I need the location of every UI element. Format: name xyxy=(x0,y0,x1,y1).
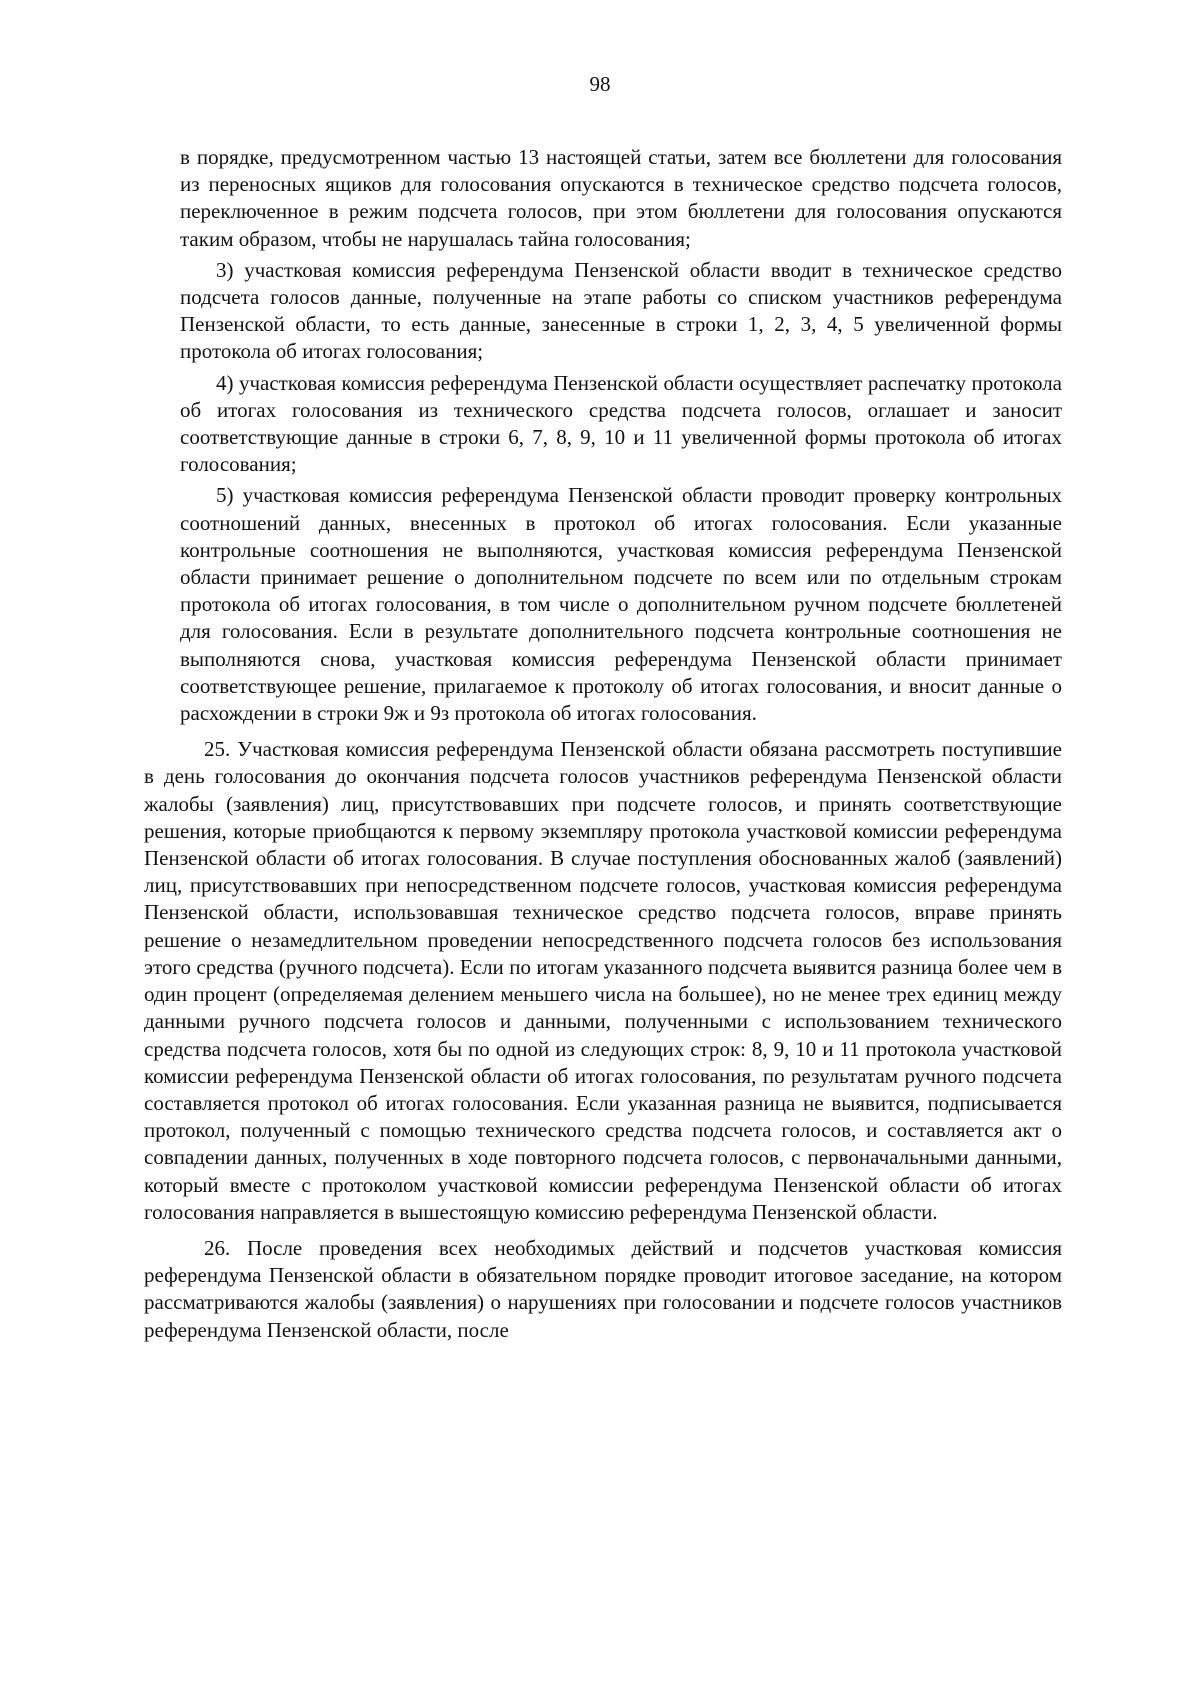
subitem-block xyxy=(180,144,1062,727)
paragraph-item-3: 3) участковая комиссия референдума Пензенской области вводит в техническое средство подсчета голосов данные, полученные на этапе работы со списком участников референдума Пензенской области, то есть данные, занесенные в строки 1, 2, 3, 4, 5 увеличенной формы протокола об итогах голосования; xyxy=(180,257,1062,364)
paragraph-continuation: в порядке, предусмотренном частью 13 настоящей статьи, затем все бюллетени для голосования из переносных ящиков для голосования опускаются в техническое средство подсчета голосов, переключенное в режим подсчета голосов, при этом бюллетени для голосования опускаются таким образом, чтобы не нарушалась тайна голосования; xyxy=(180,145,1062,251)
page-number: 98 xyxy=(589,72,611,96)
paragraph-item-5: 5) участковая комиссия референдума Пензенской области проводит проверку контрольных соотношений данных, внесенных в протокол об итогах голосования. Если указанные контрольные соотношения не выполняются, участковая комиссия референдума Пензенской области принимает решение о дополнительном подсчете по всем или по отдельным строкам протокола об итогах голосования, в том числе о дополнительном ручном подсчете бюллетеней для голосования. Если в результате дополнительного подсчета контрольные соотношения не выполняются снова, участковая комиссия референдума Пензенской области принимает соответствующее решение, прилагаемое к протоколу об итогах голосования, и вносит данные о расхождении в строки 9ж и 9з протокола об итогах голосования. xyxy=(180,483,1062,726)
document-body xyxy=(144,144,1062,1344)
paragraph-item-4: 4) участковая комиссия референдума Пензенской области осуществляет распечатку протокола об итогах голосования из технического средства подсчета голосов, оглашает и заносит соответствующие данные в строки 6, 7, 8, 9, 10 и 11 увеличенной формы протокола об итогах голосования; xyxy=(180,370,1062,477)
paragraph-part-26: 26. После проведения всех необходимых действий и подсчетов участковая комиссия референдума Пензенской области в обязательном порядке проводит итоговое заседание, на котором рассматриваются жалобы (заявления) о нарушениях при голосовании и подсчете голосов участников референдума Пензенской области, после xyxy=(144,1235,1062,1342)
paragraph-part-25: 25. Участковая комиссия референдума Пензенской области обязана рассмотреть поступившие в день голосования до окончания подсчета голосов участников референдума Пензенской области жалобы (заявления) лиц, присутствовавших при подсчете голосов, и принять соответствующие решения, которые приобщаются к первому экземпляру протокола участковой комиссии референдума Пензенской области об итогах голосования. В случае поступления обоснованных жалоб (заявлений) лиц, присутствовавших при непосредственном подсчете голосов, участковая комиссия референдума Пензенской области, использовавшая техническое средство подсчета голосов, вправе принять решение о незамедлительном проведении непосредственного подсчета голосов без использования этого средства (ручного подсчета). Если по итогам указанного подсчета выявится разница более чем в один процент (определяемая делением меньшего числа на большее), но не менее трех единиц между данными ручного подсчета голосов и данными, полученными с использованием технического средства подсчета голосов, хотя бы по одной из следующих строк: 8, 9, 10 и 11 протокола участковой комиссии референдума Пензенской области об итогах голосования, по результатам ручного подсчета составляется протокол об итогах голосования. Если указанная разница не выявится, подписывается протокол, полученный с помощью технического средства подсчета голосов, и составляется акт о совпадении данных, полученных в ходе повторного подсчета голосов, с первоначальными данными, который вместе с протоколом участковой комиссии референдума Пензенской области об итогах голосования направляется в вышестоящую комиссию референдума Пензенской области. xyxy=(144,737,1062,1224)
